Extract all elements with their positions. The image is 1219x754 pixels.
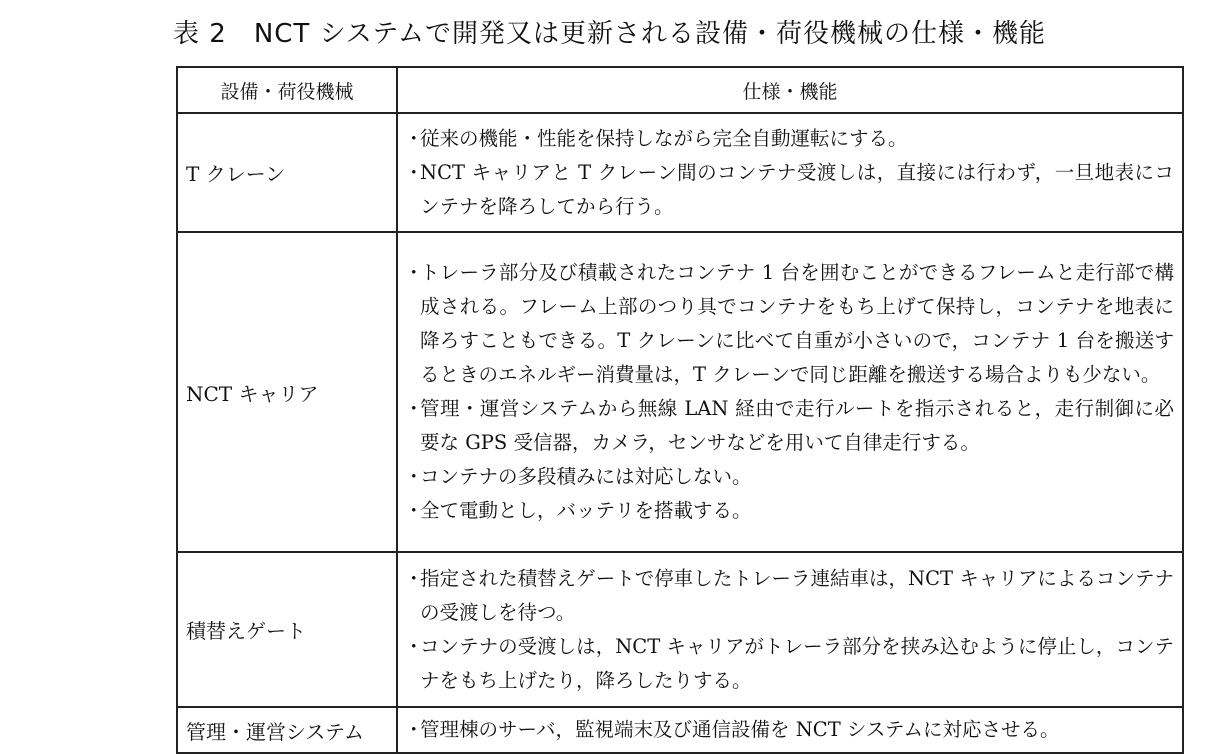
spec-text: 全て電動とし，バッテリを搭載する。 [420,499,752,522]
table-header-row [177,67,1183,113]
spec-text: 従来の機能・性能を保持しながら完全自動運転にする。 [420,126,908,150]
spec-table [176,66,1184,754]
spec-text: コンテナの受渡しは，NCT キャリアがトレーラ部分を挟み込むように停止し，コンテナをもち上げたり，降ろしたりする。 [420,634,1174,692]
spec-list [404,713,1174,747]
spec-cell [397,232,1183,552]
spec-text: トレーラ部分及び積載されたコンテナ 1 台を囲むことができるフレームと走行部で構成される。フレーム上部のつり具でコンテナをもち上げて保持し，コンテナを地表に降ろすこともできる。T クレーンに比べて自重が小さいので，コンテナ 1 台を搬送するときのエネルギー消費量は，T クレーンで同じ距離を搬送する場合よりも少ない。 [420,261,1174,386]
list-item [404,630,1174,698]
bullet-mark: ・ [404,499,424,522]
spec-text: 管理棟のサーバ，監視端末及び通信設備を NCT システムに対応させる。 [420,718,1060,741]
spec-list [404,562,1174,698]
equipment-name: 積替えゲート [177,552,397,707]
list-item [404,460,1174,494]
list-item [404,494,1174,528]
list-item [404,713,1174,747]
bullet-mark: ・ [404,397,424,420]
list-item [404,156,1174,224]
bullet-mark: ・ [404,465,424,488]
bullet-mark: ・ [404,718,424,741]
header-spec: 仕様・機能 [397,67,1183,113]
spec-cell [397,113,1183,232]
list-item [404,122,1174,156]
spec-cell [397,707,1183,753]
table-row [177,232,1183,552]
list-item [404,392,1174,460]
bullet-mark: ・ [404,126,424,150]
header-equipment: 設備・荷役機械 [177,67,397,113]
list-item [404,256,1174,392]
table-row [177,707,1183,753]
spec-text: 指定された積替えゲートで停車したトレーラ連結車は，NCT キャリアによるコンテナの受渡しを待つ。 [420,566,1174,624]
table-row [177,113,1183,232]
bullet-mark: ・ [404,566,424,590]
equipment-name: 管理・運営システム [177,707,397,753]
spec-text: NCT キャリアと T クレーン間のコンテナ受渡しは，直接には行わず，一旦地表にコンテナを降ろしてから行う。 [420,160,1174,218]
bullet-mark: ・ [404,634,424,658]
table-row [177,552,1183,707]
equipment-name: T クレーン [177,113,397,232]
spec-list [404,122,1174,224]
spec-text: コンテナの多段積みには対応しない。 [420,465,752,488]
equipment-name: NCT キャリア [177,232,397,552]
list-item [404,562,1174,630]
spec-list [404,256,1174,528]
bullet-mark: ・ [404,160,424,184]
spec-cell [397,552,1183,707]
spec-text: 管理・運営システムから無線 LAN 経由で走行ルートを指示されると，走行制御に必要な GPS 受信器，カメラ，センサなどを用いて自律走行する。 [420,397,1174,454]
table-title: 表 2 NCT システムで開発又は更新される設備・荷役機械の仕様・機能 [173,19,1046,49]
bullet-mark: ・ [404,261,424,284]
